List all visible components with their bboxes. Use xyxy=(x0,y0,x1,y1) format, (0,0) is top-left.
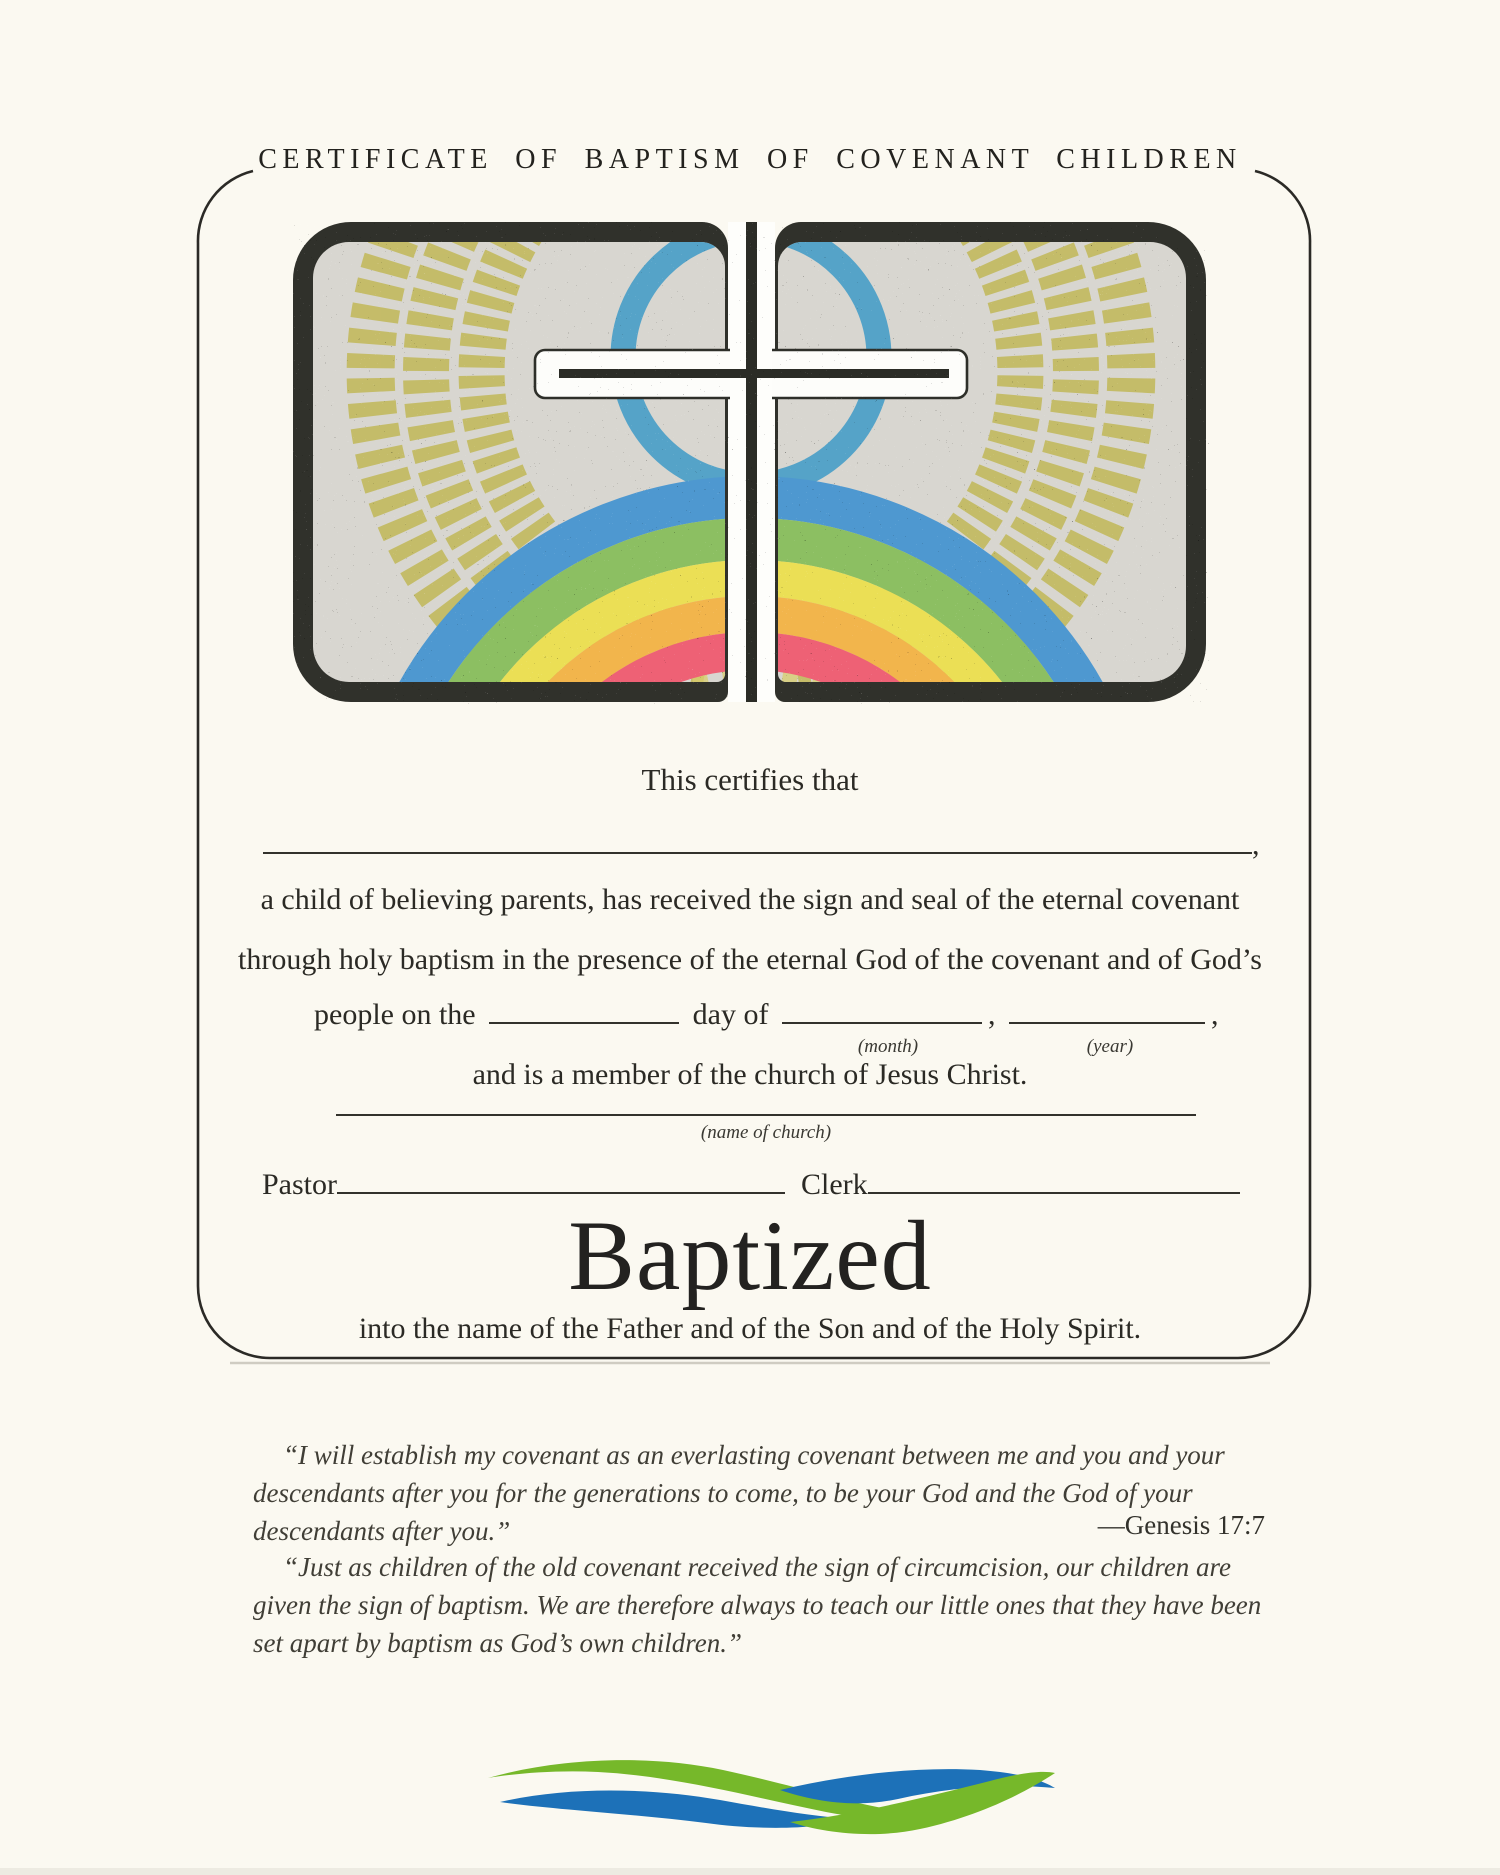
clerk-label: Clerk xyxy=(801,1168,868,1201)
quote-genesis: “I will establish my covenant as an everlasting covenant between me and you and your descendants after you for the generations to come, to be your God and the God of your descendants after you.” xyxy=(253,1440,1225,1546)
month-comma: , xyxy=(987,998,996,1031)
day-blank xyxy=(489,996,679,1024)
name-line xyxy=(263,826,1263,862)
waves-logo xyxy=(478,1752,1058,1857)
grain-light xyxy=(293,222,1209,704)
church-blank xyxy=(336,1088,1196,1116)
member-line: and is a member of the church of Jesus Christ. xyxy=(472,1058,1028,1091)
certifies-line: This certifies that xyxy=(641,762,859,797)
month-caption: (month) xyxy=(857,1036,919,1057)
quote-genesis-attribution: —Genesis 17:7 xyxy=(1097,1510,1265,1540)
month-blank xyxy=(782,996,982,1024)
year-comma: , xyxy=(1210,998,1219,1031)
quote-covenant: “Just as children of the old covenant received the sign of circumcision, our children are given the sign of baptism. We are therefore always to teach our little ones that they have been set apart by baptism as God’s own children.” xyxy=(253,1552,1262,1658)
baptized-subline: into the name of the Father and of the Son and of the Holy Spirit. xyxy=(358,1312,1142,1345)
date-line xyxy=(314,996,1218,1032)
people-prefix: people on the xyxy=(314,998,476,1031)
body-line-2: through holy baptism in the presence of the eternal God of the covenant and of God’s xyxy=(238,943,1262,976)
clerk-blank xyxy=(868,1166,1240,1194)
paper-edge-shadow xyxy=(0,1868,1500,1875)
baptized-heading: Baptized xyxy=(568,1200,932,1311)
cross-rainbow-artwork xyxy=(293,222,1209,704)
page-title: CERTIFICATE OF BAPTISM OF COVENANT CHILDREN xyxy=(258,144,1242,175)
church-line xyxy=(336,1088,1196,1121)
pastor-blank xyxy=(337,1166,785,1194)
year-blank xyxy=(1009,996,1205,1024)
signature-line xyxy=(262,1166,1240,1202)
pastor-label: Pastor xyxy=(262,1168,337,1201)
year-caption: (year) xyxy=(1086,1036,1134,1057)
day-of-label: day of xyxy=(692,998,769,1031)
name-comma: , xyxy=(1252,828,1260,861)
body-line-1: a child of believing parents, has received the sign and seal of the eternal covenant xyxy=(260,883,1240,916)
name-blank xyxy=(263,826,1252,854)
church-caption: (name of church) xyxy=(700,1122,832,1143)
